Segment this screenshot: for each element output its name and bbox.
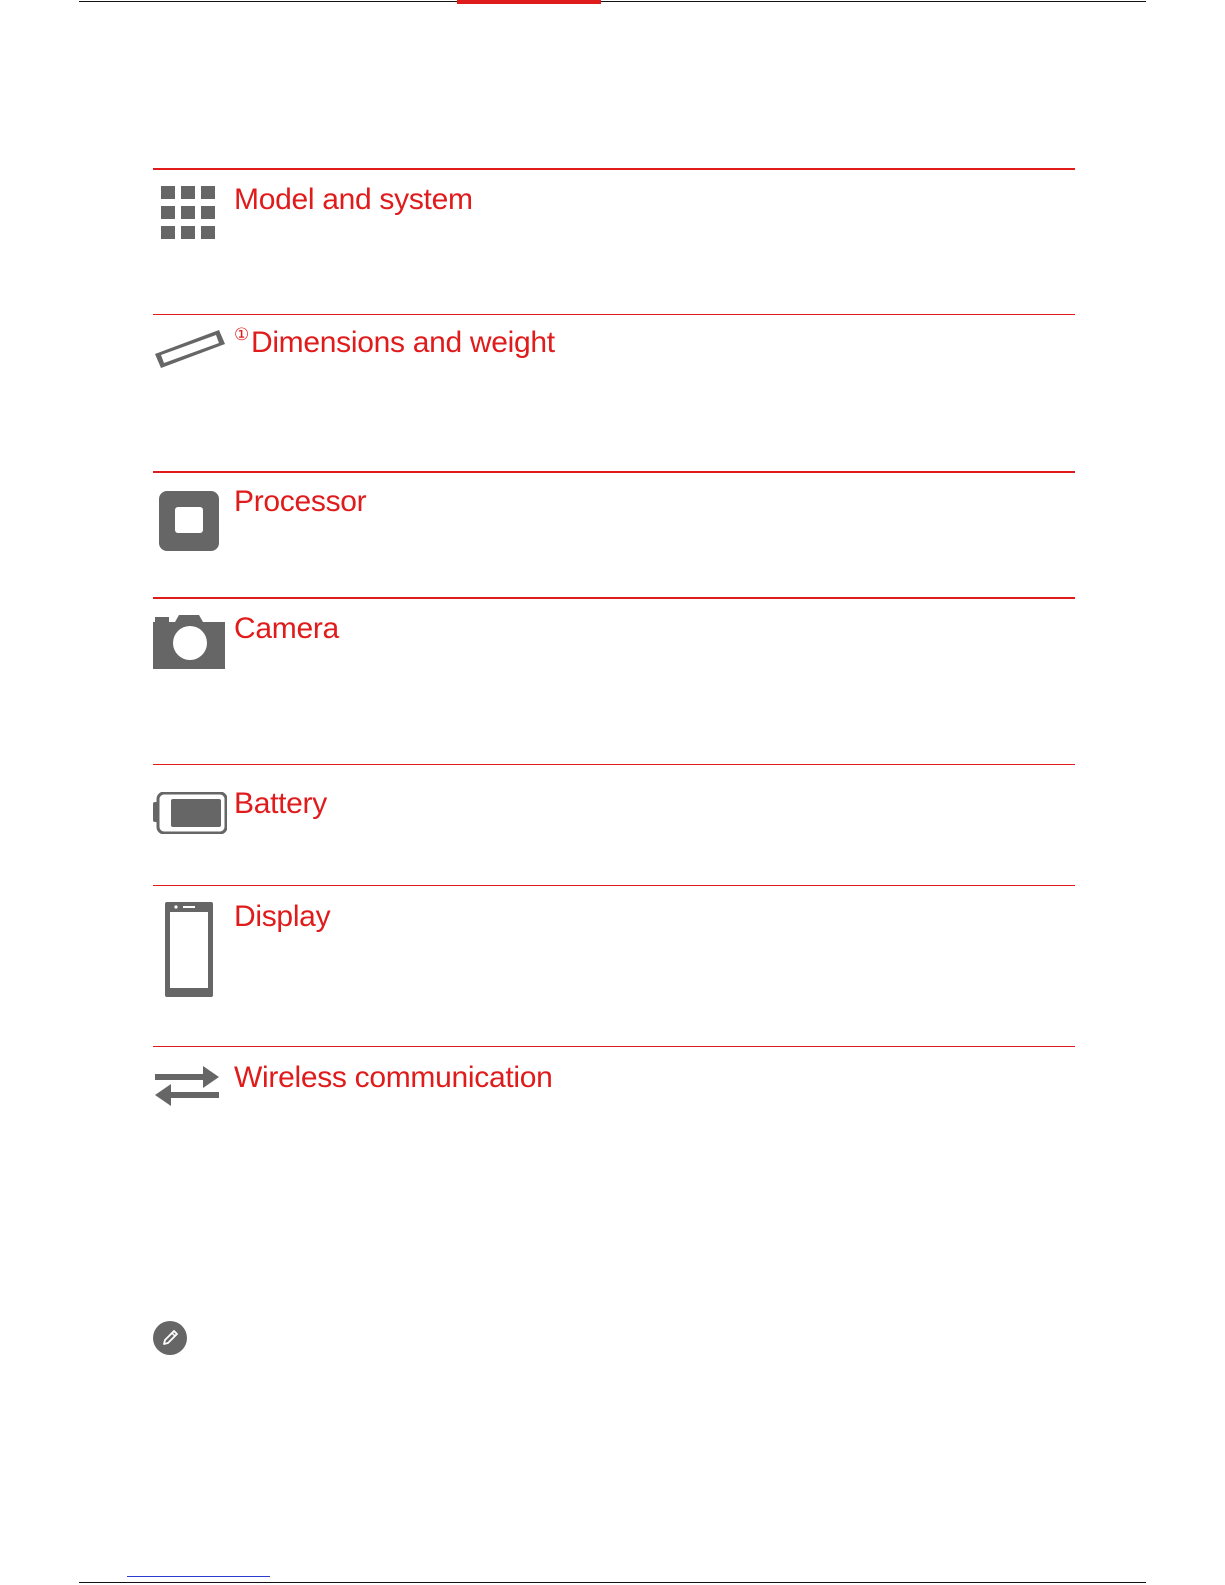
section-divider [153, 764, 1075, 765]
section-divider [153, 597, 1075, 599]
phone-display-icon [165, 902, 213, 1002]
section-title-row [234, 326, 555, 364]
section-divider [153, 314, 1075, 315]
processor-icon [159, 491, 219, 556]
section-divider [153, 168, 1075, 170]
section-title: Display [234, 900, 331, 933]
section-title: Camera [234, 612, 339, 645]
grid-icon [161, 186, 217, 245]
tablet-outline-icon [153, 328, 227, 375]
section-divider [153, 471, 1075, 473]
section-title: Dimensions and weight [250, 326, 555, 359]
footnote-marker[interactable]: ① [234, 325, 249, 344]
section-title: Wireless communication [234, 1061, 553, 1094]
page-bottom-rule [79, 1582, 1146, 1583]
section-divider [153, 885, 1075, 886]
section-title: Model and system [234, 183, 473, 216]
transfer-arrows-icon [153, 1064, 221, 1113]
camera-icon [153, 615, 225, 674]
battery-icon [153, 792, 227, 839]
section-title: Battery [234, 787, 327, 820]
section-title: Processor [234, 485, 367, 518]
pencil-note-icon [153, 1321, 187, 1360]
page-top-rule [79, 1, 1146, 2]
footer-link-underline[interactable] [127, 1576, 270, 1577]
section-divider [153, 1046, 1075, 1047]
page-top-tab-marker [457, 0, 601, 4]
